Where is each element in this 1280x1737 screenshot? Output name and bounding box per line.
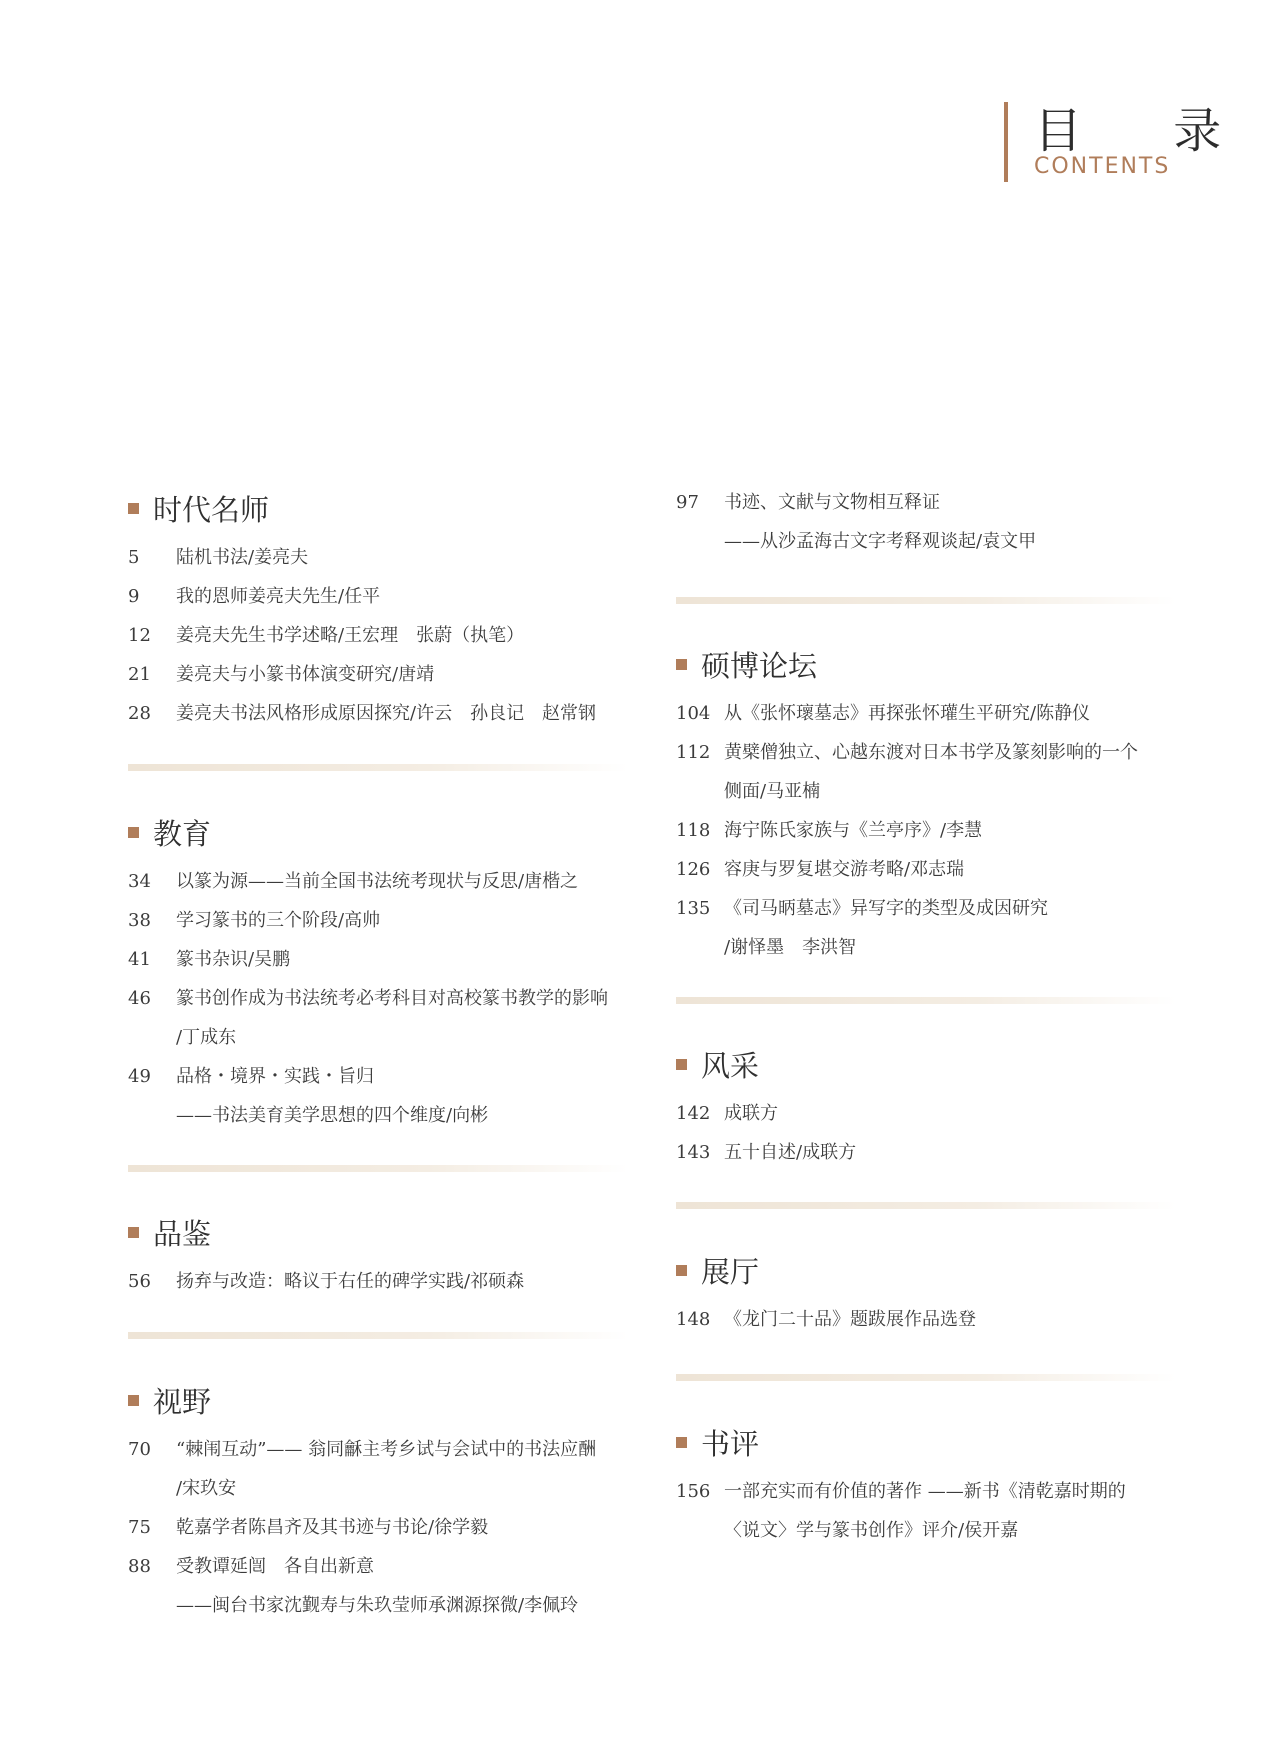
entry-title [176, 1430, 636, 1508]
toc-entry[interactable] [676, 483, 1176, 561]
entry-title-line: /丁成东 [176, 1027, 237, 1048]
toc-section [676, 644, 1176, 967]
section-divider [676, 1374, 1176, 1381]
page-number: 34 [128, 871, 151, 892]
page-number: 49 [128, 1066, 151, 1087]
toc-entry[interactable] [128, 577, 636, 616]
entry-list [676, 1094, 1176, 1172]
entry-list [128, 862, 636, 1135]
section-divider [676, 997, 1176, 1004]
section-title: 视野 [153, 1384, 212, 1419]
title-accent-bar [1004, 102, 1008, 182]
section-title: 时代名师 [153, 492, 270, 527]
entry-title-line: 品格・境界・实践・旨归 [176, 1066, 374, 1087]
entry-title [176, 577, 636, 616]
entry-title-line: 书迹、文献与文物相互释证 [724, 492, 940, 513]
toc-entry[interactable] [128, 694, 636, 733]
entry-title [724, 1300, 1176, 1339]
entry-title-line: ——从沙孟海古文字考释观谈起/袁文甲 [724, 531, 1037, 552]
square-bullet-icon [128, 1227, 139, 1238]
entry-title-line: 以篆为源——当前全国书法统考现状与反思/唐楷之 [176, 871, 579, 892]
section-heading [128, 812, 636, 852]
toc-entry[interactable] [128, 538, 636, 577]
page-number: 135 [676, 898, 711, 919]
page-number: 12 [128, 625, 151, 646]
page-number: 88 [128, 1556, 151, 1577]
entry-title-line: 陆机书法/姜亮夫 [176, 547, 309, 568]
entry-title [176, 538, 636, 577]
square-bullet-icon [128, 1395, 139, 1406]
entry-list [676, 1300, 1176, 1339]
page-number: 97 [676, 492, 699, 513]
section-heading [128, 1380, 636, 1420]
toc-entry[interactable] [676, 850, 1176, 889]
entry-title-line: 容庚与罗复堪交游考略/邓志瑞 [724, 859, 965, 880]
toc-section [128, 1212, 636, 1301]
entry-title-line: 海宁陈氏家族与《兰亭序》/李慧 [724, 820, 983, 841]
page-number: 142 [676, 1103, 711, 1124]
entry-title [176, 694, 636, 733]
section-title: 教育 [153, 816, 212, 851]
entry-title [176, 901, 636, 940]
entry-title [176, 1547, 636, 1625]
entry-title [724, 1094, 1176, 1133]
page-number: 156 [676, 1481, 711, 1502]
entry-title [176, 1057, 636, 1135]
entry-title-line: 学习篆书的三个阶段/高帅 [176, 910, 381, 931]
entry-title-line: 扬弃与改造：略议于右任的碑学实践/祁硕森 [176, 1271, 525, 1292]
section-heading [676, 644, 1176, 684]
entry-title-line: 姜亮夫与小篆书体演变研究/唐靖 [176, 664, 435, 685]
toc-entry[interactable] [128, 1262, 636, 1301]
section-divider [128, 1332, 628, 1339]
section-title: 品鉴 [153, 1216, 212, 1251]
entry-title [724, 889, 1176, 967]
entry-title-line: “棘闱互动”—— 翁同龢主考乡试与会试中的书法应酬 [176, 1439, 597, 1460]
toc-section-continued [676, 483, 1176, 561]
toc-section [676, 1044, 1176, 1172]
toc-section [676, 1250, 1176, 1339]
square-bullet-icon [676, 659, 687, 670]
entry-title-line: 一部充实而有价值的著作 ——新书《清乾嘉时期的 [724, 1481, 1126, 1502]
toc-entry[interactable] [128, 940, 636, 979]
entry-title-line: 《龙门二十品》题跋展作品选登 [724, 1309, 976, 1330]
entry-title-line: 姜亮夫先生书学述略/王宏理 张蔚（执笔） [176, 625, 525, 646]
section-heading [128, 1212, 636, 1252]
page-number: 112 [676, 742, 711, 763]
toc-entry[interactable] [676, 1472, 1176, 1550]
page-number: 126 [676, 859, 711, 880]
section-divider [676, 597, 1176, 604]
toc-section [676, 1422, 1176, 1550]
page-number: 41 [128, 949, 151, 970]
page-number: 5 [128, 547, 140, 568]
section-divider [128, 1165, 628, 1172]
entry-title-line: /宋玖安 [176, 1478, 237, 1499]
entry-title [724, 694, 1176, 733]
page-number: 46 [128, 988, 151, 1009]
page-number: 21 [128, 664, 151, 685]
entry-title [724, 733, 1176, 811]
page-number: 28 [128, 703, 151, 724]
toc-entry[interactable] [128, 979, 636, 1057]
entry-title [176, 862, 636, 901]
contents-title [1004, 98, 1260, 182]
title-english: CONTENTS [1034, 154, 1171, 179]
entry-title [724, 850, 1176, 889]
entry-title-line: 五十自述/成联方 [724, 1142, 857, 1163]
entry-title [724, 811, 1176, 850]
page-number: 9 [128, 586, 140, 607]
entry-title [176, 616, 636, 655]
toc-entry[interactable] [128, 1057, 636, 1135]
section-title: 书评 [701, 1426, 760, 1461]
entry-title-line: 从《张怀瓌墓志》再探张怀瓘生平研究/陈静仪 [724, 703, 1091, 724]
section-heading [676, 1250, 1176, 1290]
entry-title-line: 我的恩师姜亮夫先生/任平 [176, 586, 381, 607]
section-divider [676, 1202, 1176, 1209]
section-heading [676, 1044, 1176, 1084]
entry-list [676, 1472, 1176, 1550]
title-chinese: 目 录 [1034, 103, 1260, 159]
toc-entry[interactable] [128, 862, 636, 901]
entry-title-line: 受教谭延闿 各自出新意 [176, 1556, 374, 1577]
entry-title-line: 篆书杂识/吴鹏 [176, 949, 291, 970]
entry-title [176, 1508, 636, 1547]
toc-entry[interactable] [676, 1133, 1176, 1172]
square-bullet-icon [676, 1265, 687, 1276]
entry-list [676, 694, 1176, 967]
section-title: 风采 [701, 1048, 760, 1083]
entry-title-line: 姜亮夫书法风格形成原因探究/许云 孙良记 赵常钢 [176, 703, 597, 724]
entry-title-line: 〈说文〉学与篆书创作》评介/侯开嘉 [724, 1520, 1019, 1541]
toc-section [128, 488, 636, 733]
page-number: 75 [128, 1517, 151, 1538]
entry-title [724, 1472, 1176, 1550]
toc-entry[interactable] [128, 1430, 636, 1508]
toc-section [128, 812, 636, 1135]
entry-title-line: ——书法美育美学思想的四个维度/向彬 [176, 1105, 489, 1126]
toc-section [128, 1380, 636, 1625]
entry-title [176, 940, 636, 979]
toc-entry[interactable] [128, 616, 636, 655]
page-number: 56 [128, 1271, 151, 1292]
entry-title [176, 655, 636, 694]
entry-title [176, 1262, 636, 1301]
entry-title-line: 黄檗僧独立、心越东渡对日本书学及篆刻影响的一个 [724, 742, 1138, 763]
entry-list [128, 1430, 636, 1625]
toc-entry[interactable] [128, 1547, 636, 1625]
page-number: 143 [676, 1142, 711, 1163]
toc-entry[interactable] [676, 1094, 1176, 1133]
section-heading [128, 488, 636, 528]
page-number: 70 [128, 1439, 151, 1460]
entry-list [128, 1262, 636, 1301]
section-heading [676, 1422, 1176, 1462]
entry-title-line: 成联方 [724, 1103, 778, 1124]
square-bullet-icon [128, 827, 139, 838]
toc-entry[interactable] [128, 1508, 636, 1547]
toc-entry[interactable] [128, 655, 636, 694]
entry-title-line: /谢怿墨 李洪智 [724, 937, 857, 958]
section-divider [128, 764, 628, 771]
entry-title [724, 1133, 1176, 1172]
square-bullet-icon [128, 503, 139, 514]
toc-entry[interactable] [676, 694, 1176, 733]
toc-entry[interactable] [128, 901, 636, 940]
entry-title [724, 483, 1176, 561]
entry-title [176, 979, 636, 1057]
toc-entry[interactable] [676, 1300, 1176, 1339]
entry-list [128, 538, 636, 733]
page-number: 38 [128, 910, 151, 931]
page-number: 118 [676, 820, 711, 841]
toc-entry[interactable] [676, 889, 1176, 967]
square-bullet-icon [676, 1059, 687, 1070]
toc-entry[interactable] [676, 733, 1176, 811]
entry-title-line: 《司马昞墓志》异写字的类型及成因研究 [724, 898, 1048, 919]
square-bullet-icon [676, 1437, 687, 1448]
entry-title-line: ——闽台书家沈觐寿与朱玖莹师承渊源探微/李佩玲 [176, 1595, 579, 1616]
toc-entry[interactable] [676, 811, 1176, 850]
entry-title-line: 乾嘉学者陈昌齐及其书迹与书论/徐学毅 [176, 1517, 489, 1538]
section-title: 硕博论坛 [701, 648, 818, 683]
entry-title-line: 篆书创作成为书法统考必考科目对高校篆书教学的影响 [176, 988, 608, 1009]
entry-title-line: 侧面/马亚楠 [724, 781, 821, 802]
page-number: 104 [676, 703, 711, 724]
section-title: 展厅 [701, 1254, 760, 1289]
page-number: 148 [676, 1309, 711, 1330]
